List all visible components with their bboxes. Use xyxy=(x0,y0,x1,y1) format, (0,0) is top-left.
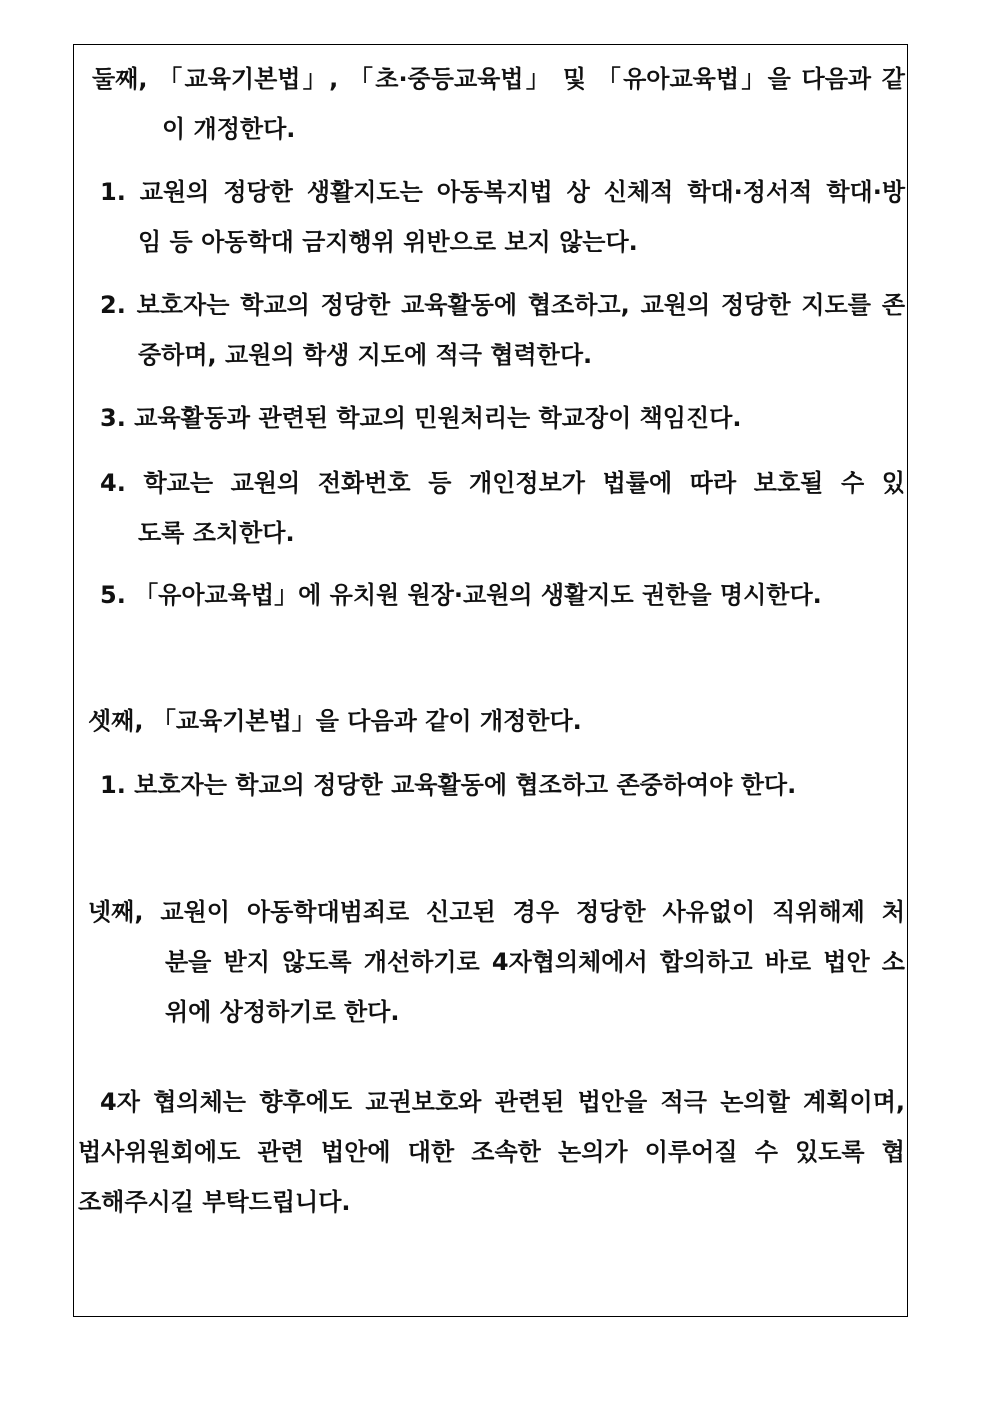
section4-line1: 넷째, 교원이 아동학대범죄로 신고된 경우 정당한 사유없이 직위해제 처 xyxy=(88,898,905,926)
section2-heading-line2: 이 개정한다. xyxy=(162,115,296,143)
section2-item2-line2: 중하며, 교원의 학생 지도에 적극 협력한다. xyxy=(138,341,593,369)
closing-line1: 4자 협의체는 향후에도 교권보호와 관련된 법안을 적극 논의할 계획이며, xyxy=(100,1088,905,1116)
section2-item5: 5. 「유아교육법」에 유치원 원장·교원의 생활지도 권한을 명시한다. xyxy=(100,581,822,609)
section2-item4-line1: 4. 학교는 교원의 전화번호 등 개인정보가 법률에 따라 보호될 수 있 xyxy=(100,469,905,497)
closing-line2: 법사위원회에도 관련 법안에 대한 조속한 논의가 이루어질 수 있도록 협 xyxy=(78,1138,905,1166)
section2-heading-line1: 둘째, 「교육기본법」, 「초·중등교육법」 및 「유아교육법」을 다음과 같 xyxy=(92,65,905,93)
section2-item3: 3. 교육활동과 관련된 학교의 민원처리는 학교장이 책임진다. xyxy=(100,404,742,432)
section2-item2-line1: 2. 보호자는 학교의 정당한 교육활동에 협조하고, 교원의 정당한 지도를 존 xyxy=(100,291,905,319)
section2-item1-line2: 임 등 아동학대 금지행위 위반으로 보지 않는다. xyxy=(138,228,638,256)
section4-line3: 위에 상정하기로 한다. xyxy=(165,998,400,1026)
section4-line2: 분을 받지 않도록 개선하기로 4자협의체에서 합의하고 바로 법안 소 xyxy=(165,948,905,976)
section3-item1: 1. 보호자는 학교의 정당한 교육활동에 협조하고 존중하여야 한다. xyxy=(100,771,797,799)
section2-item1-line1: 1. 교원의 정당한 생활지도는 아동복지법 상 신체적 학대·정서적 학대·방 xyxy=(100,178,905,206)
closing-line3: 조해주시길 부탁드립니다. xyxy=(78,1188,351,1216)
section3-heading: 셋째, 「교육기본법」을 다음과 같이 개정한다. xyxy=(88,707,582,735)
section2-item4-line2: 도록 조치한다. xyxy=(138,519,295,547)
